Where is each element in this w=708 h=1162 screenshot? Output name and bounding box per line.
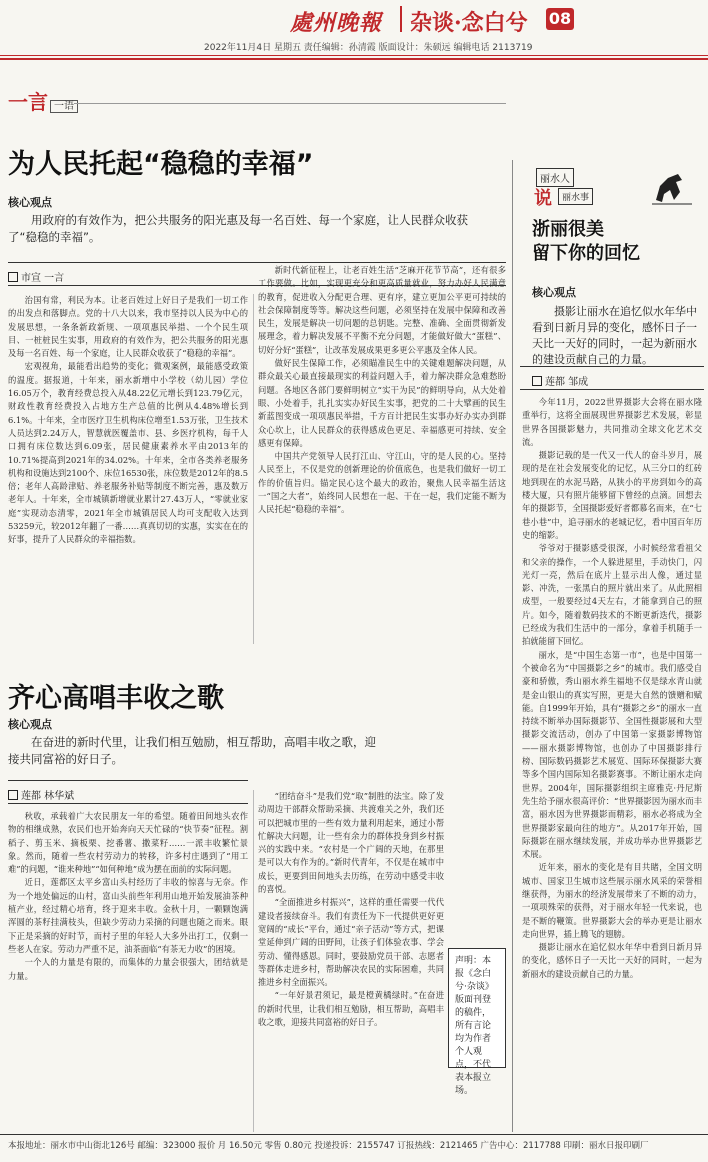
article1-byline-text: 市宣 一言: [21, 273, 65, 284]
section-title: 杂谈·念白兮: [410, 10, 528, 36]
paragraph: “全面推进乡村振兴”，这样的重任需要一代代建设者接续奋斗。我们有责任为下一代提供更好更宽阔的“成长”平台，通过“亲子活动”等方式，把课堂延伸到广阔的田野间，让孩子们体验农事、学会劳动、懂得感恩。同时，要鼓励党员干部、志愿者等群体走进乡村，帮助解决农民的实际困难，共同推进乡村全面振兴。: [258, 897, 444, 988]
paragraph: “团结奋斗”是我们党“取”制胜的法宝。除了发动周边干部群众帮助采摘、共渡难关之外，我们还可以把城市里的一些有效力量利用起来，通过小帮忙解决大问题，让一些有余力的群体投身到乡村振兴的实践中来。“农村是一个广阔的天地，在那里是可以大有作为的。”新时代青年，不仅是在城市中成长，更要到田间地头去历练，在劳动中感受丰收的喜悦。: [258, 791, 444, 895]
column-logo-rule: [74, 103, 506, 104]
sidebar-lede: 摄影让丽水在追忆似水年华中看到日新月异的变化，感怀日子一天比一天好的同时，一起为新丽水的建设贡献自己的力量。: [532, 305, 697, 366]
paragraph: 一个人的力量是有限的，而集体的力量会很强大，团结就是力量。: [8, 957, 248, 981]
column-logo-main: 一言: [8, 90, 48, 114]
sidebar-logo: [532, 166, 698, 210]
column-divider: [253, 294, 254, 644]
masthead-divider: [400, 6, 402, 32]
paragraph: 秋收，承载着广大农民朋友一年的希望。随着田间地头农作物的相继成熟，农民们也开始奔向天天忙碌的“快节奏”征程。割稻子、剪玉米、摘板栗、挖番薯、撒菜籽……一派丰收繁忙景象。然而，随着一些农村劳动力的转移，许多村庄遇到了“用工难”的问题，“谁来种地”“如何种地”成为摆在面前的实际问题。: [8, 811, 248, 875]
paragraph: 近年来，丽水的变化是有目共睹，全国文明城市、国家卫生城市这些展示丽水风采的荣誉相继获得，为丽水的经济发展带来了不断的动力，一项项殊荣的获得，对于丽水年轻一代来说，也是不断的鞭策。世界摄影大会的举办更是让丽水走向世界，插上腾飞的翅膀。: [522, 862, 702, 939]
sidebar-byline-text: 莲都 邹成: [545, 377, 589, 388]
paragraph: 丽水，是“中国生态第一市”，也是中国第一个被命名为“中国摄影之乡”的城市。我们感受自豪和骄傲，秀山丽水养生福地不仅是绿水青山就是金山银山的真实写照，更是大自然的馈赠和赋能。自1999年开始，具有“摄影之乡”的丽水一直持续不断举办国际摄影节、全国性摄影展和大型摄影交流活动，创办了中国第一家摄影博物馆——丽水摄影博物馆，也创办了中国摄影排行榜、国际数码摄影艺术展览、国际环保摄影大赛等多个国内国际知名摄影赛事。不断让丽水走向世界。2004年，国际摄影组织主席雅克·丹尼斯先生给予丽水很高评价：“世界摄影因为丽水而丰富，丽水因为世界摄影而精彩，丽水必将成为全世界摄影家最向往的地方”。从2017年开始，国际摄影在丽水继续发展，并成功举办世界摄影艺术展。: [522, 649, 702, 860]
column-divider: [253, 790, 254, 1132]
article1-byline: [8, 269, 64, 284]
paragraph: 中国共产党领导人民打江山、守江山，守的是人民的心。坚持人民至上，不仅是党的创新理论的价值底色，也是我们做好一切工作的价值旨归。锚定民心这个最大的政治，聚焦人民幸福生活这一“国之大者”，始终同人民想在一起、干在一起，我们定能不断为人民托起“稳稳的幸福”。: [258, 451, 506, 515]
newspaper-name: 處州晚報: [290, 10, 383, 36]
sidebar-rule-2: [520, 389, 704, 390]
byline-square-icon: [532, 376, 542, 386]
sidebar-divider: [512, 160, 513, 1132]
article1-title: 为人民托起“稳稳的幸福”: [8, 149, 314, 180]
article2-byline-text: 莲都 林华斌: [21, 791, 75, 802]
byline-square-icon: [8, 790, 18, 800]
byline-square-icon: [8, 272, 18, 282]
header-rule: [0, 55, 708, 56]
article2-byline: [8, 787, 74, 802]
sidebar-byline: [532, 373, 588, 388]
page-number: 08: [546, 8, 574, 30]
sidebar-logo-sub1: 说: [534, 188, 552, 209]
paragraph: 爷爷对于摄影感受很深，小时候经常看祖父和父亲的操作，一个人躲进屋里，手动快门，闪光灯一亮，然后在底片上显示出人像，通过显影、冲洗，一张黑白的照片就出来了。从此照相成型，一般要经过4天左右，才能拿到自己的照片。如今，随着数码技术的不断更新迭代，摄影已经成为我们生活中的一部分，拿着手机随手一拍就能留下回忆。: [522, 543, 702, 647]
article1-label: 核心观点: [8, 196, 52, 209]
header-rule-thick: [0, 58, 708, 60]
article1-column-1: [8, 294, 248, 647]
paragraph: 新时代新征程上，让老百姓生活“芝麻开花节节高”，还有很多工作要做。比如，实现更充分和更高质量就业，努力办好人民满意的教育，促进收入分配更合理、更有序，建立更加公平更可持续的社会保障制度等等。解决这些问题，必须坚持在发展中保障和改善民生，发展是解决一切问题的总钥匙。完整、准确、全面贯彻新发展理念，着力解决发展不平衡不充分问题，才能做好做大“蛋糕”、切好分好“蛋糕”，让改革发展成果更多更公平惠及全体人民。: [258, 265, 506, 355]
footer-info: 本报地址：丽水市中山街北126号 邮编：323000 报价 月 16.50元 零售 0.80元 投递投诉：2155747 订报热线：2121465 广告中心：2117788 印刷：丽水日报印刷厂: [8, 1141, 649, 1151]
disclaimer-box: 声明：本报《念白兮·杂谈》版面刊登的稿件，所有言论均为作者个人观点，不代表本报立场。: [448, 948, 506, 1068]
paragraph: 做好民生保障工作，必须瞄准民生中的关键难题解决问题，从群众最关心最直接最现实的利益问题入手，着力解决群众急难愁盼问题。各地区各部门要鲜明树立“实干为民”的鲜明导向，从大处着眼、小处着手，扎扎实实办好民生实事，把党的二十大擘画的民生新蓝图变成一项项惠民举措，千方百计把民生实事办好办实办到群众心坎上，让人民群众的获得感成色更足、幸福感更可持续、安全感更有保障。: [258, 358, 506, 448]
article2-rule-2: [8, 803, 248, 804]
paragraph: 今年11月，2022世界摄影大会将在丽水隆重举行，这将全面展现世界摄影艺术发展，彰显世界各国摄影魅力，共同推动全球文化艺术交流。: [522, 397, 702, 447]
issue-line: 2022年11月4日 星期五 责任编辑：孙清霞 版面设计：朱硕远 编辑电话 2113719: [204, 43, 533, 53]
paragraph: 治国有常，利民为本。让老百姓过上好日子是我们一切工作的出发点和落脚点。党的十八大以来，我市坚持以人民为中心的发展思想，一条条新政新规、一项项惠民举措、一个个民生项目、一桩桩民生实事，用政府的有效作为，把公共服务的阳光惠及每一名百姓、每一个家庭，让人民群众收获了“稳稳的幸福”。: [8, 295, 248, 359]
column-logo: [8, 86, 78, 115]
article1-lede: 用政府的有效作为，把公共服务的阳光惠及每一名百姓、每一个家庭，让人民群众收获了“稳稳的幸福”。: [8, 213, 468, 244]
column-logo-sub: 一语: [50, 100, 78, 113]
article1-rule: [8, 262, 506, 263]
sidebar-logo-main: 丽水人: [536, 168, 574, 187]
sidebar-title: 浙丽很美 留下你的回忆: [532, 219, 640, 264]
article2-column-2: [258, 790, 444, 1132]
paragraph: 摄影让丽水在追忆似水年华中看到日新月异的变化，感怀日子一天比一天好的同时，一起为新丽水的建设贡献自己的力量。: [522, 942, 702, 979]
paragraph: 摄影记载的是一代又一代人的奋斗岁月，展现的是在社会发展变化的记忆，从三分口的红砖地到现在的水泥马路，从狭小的平房到如今的高楼大厦，只有照片能够留下曾经的点滴。回想去年的摄影节，全国摄影爱好者都慕名而来，在“七巷小巷”中，追寻丽水的老城记忆，看中国百年历史的缩影。: [522, 450, 702, 540]
article2-title: 齐心高唱丰收之歌: [8, 683, 224, 714]
footer-rule: [0, 1134, 708, 1135]
article2-label: 核心观点: [8, 718, 52, 731]
article2-lede: 在奋进的新时代里，让我们相互勉励，相互帮助，高唱丰收之歌，迎接共同富裕的好日子。: [8, 735, 376, 766]
article2-column-1: [8, 810, 248, 1132]
sidebar-rule: [520, 366, 704, 367]
article1-column-2: [258, 264, 506, 647]
paragraph: “一年好景君须记，最是橙黄橘绿时。”在奋进的新时代里，让我们相互勉励，相互帮助，高唱丰收之歌，迎接共同富裕的好日子。: [258, 990, 444, 1028]
paragraph: 近日，莲都区太平乡富山头村经历了丰收的惊喜与无奈。作为一个地处偏远的山村，富山头前些年利用山地开始发展油茶种植产业，经过精心培育，终于迎来丰收。金秋十月，一颗颗饱满浑圆的茶籽挂满枝头，但缺少劳动力采摘的问题也随之而来。眼下正是采摘的好时节，而村子里的年轻人大多外出打工，仅剩一些老人在家。劳动力严重不足，油茶面临“有茶无力收”的困境。: [8, 877, 248, 954]
sidebar-logo-sub2: 丽水事: [558, 188, 593, 205]
article2-rule: [8, 780, 248, 781]
paragraph: 宏观视角，最能看出趋势的变化；微观案例，最能感受政策的温度。据报道，十年来，丽水新增中小学校（幼儿园）学位16.05万个，教育经费总投入从48.22亿元增长到123.79亿元，财政性教育经费投入占地方生产总值的比例从4.48%增长到6.1%。十年来，全市医疗卫生机构床位增至1.53万张，卫生技术人员达到2.24万人，智慧就医覆盖市、县、乡医疗机构，每千人口拥有床位数达到6.09张，居民健康素养水平由2013年的10.71%提高到2021年的34.02%。十年来，全市各类养老服务机构和设施达到2100个、床位16530张，床位数是2012年的8.5倍；老年人高龄津贴、养老服务补贴等制度不断完善，惠及数万老年人。十年来，全市城镇新增就业累计27.43万人，“零就业家庭”实现动态清零，2021年全市城镇居民人均可支配收入达到53259元，较2012年翻了一番……真真切切的实惠，实实在在的好事，提升了人民群众的幸福指数。: [8, 361, 248, 545]
sidebar-label: 核心观点: [532, 286, 576, 299]
sidebar-body: [522, 396, 702, 1132]
